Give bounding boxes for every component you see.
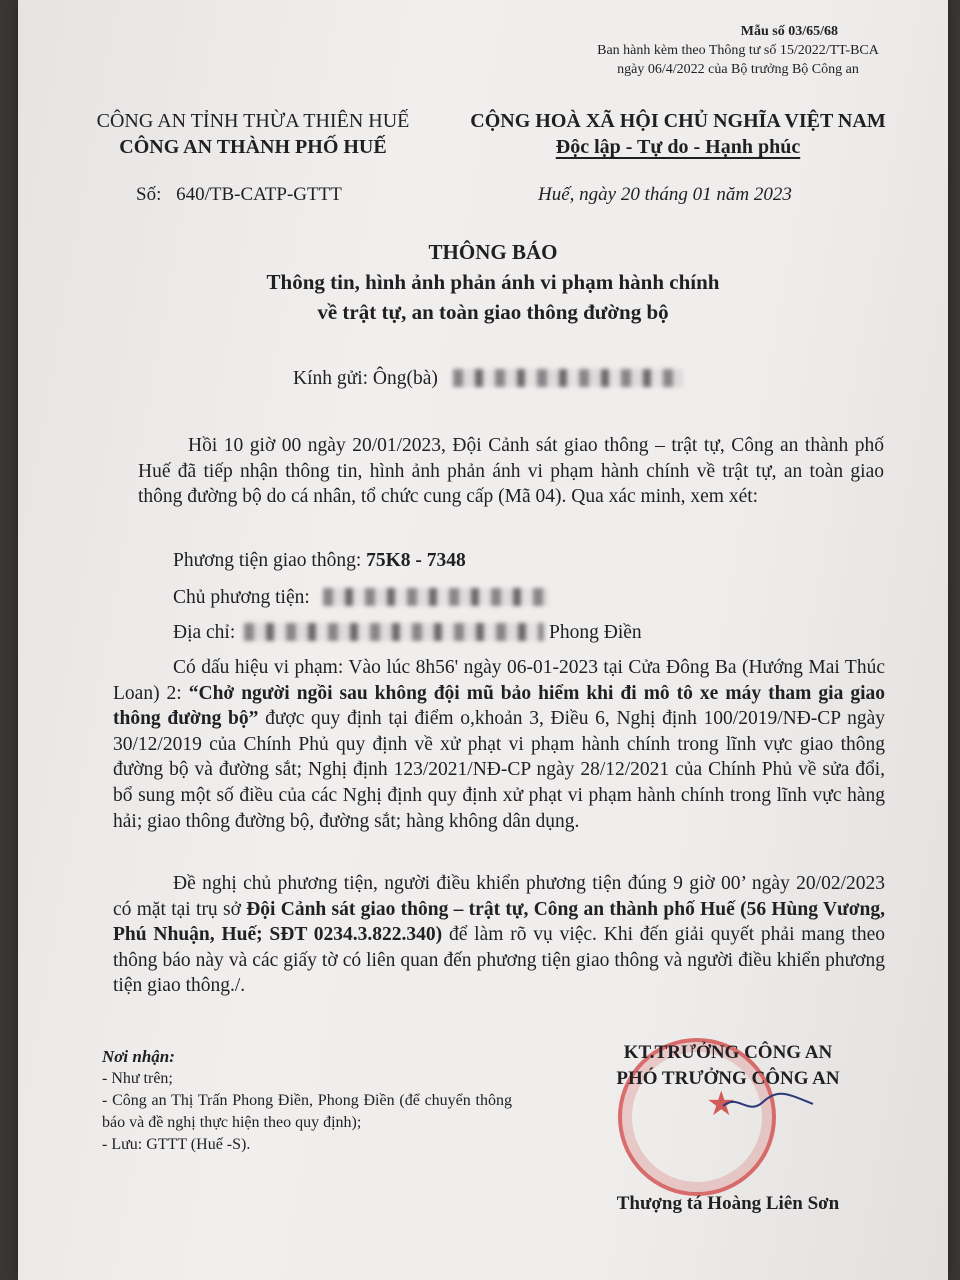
redacted-owner-name (323, 588, 548, 606)
nation-motto: Độc lập - Tự do - Hạnh phúc (555, 136, 801, 158)
vehicle-label: Phương tiện giao thông: (173, 550, 362, 571)
request-paragraph (113, 871, 885, 999)
title-sub1: Thông tin, hình ảnh phản ánh vi phạm hành chính (266, 270, 720, 294)
agency-name: CÔNG AN THÀNH PHỐ HUẾ (119, 136, 387, 158)
signature-block (578, 1040, 878, 1092)
title-sub2: về trật tự, an toàn giao thông đường bộ (317, 300, 669, 324)
owner-line (173, 585, 548, 611)
signer-name: Thượng tá Hoàng Liên Sơn (616, 1193, 840, 1214)
violation-intro: Có dấu hiệu vi phạm: Vào lúc 8h56' ngày 06-01-2023 tại Cửa Đông Ba (Hướng Mai Thúc Loan) 2: (113, 657, 885, 704)
request-office: Đội Cảnh sát giao thông – trật tự, Công an thành phố Huế (56 Hùng Vương, Phú Nhuận, Huế; SĐT 0234.3.822.340) (113, 898, 885, 946)
document-title (168, 237, 818, 327)
redacted-recipient-name (453, 369, 683, 387)
stamp-star-icon: ★ (706, 1086, 737, 1123)
owner-label: Chủ phương tiện: (173, 587, 310, 608)
vehicle-plate: 75K8 - 7348 (366, 550, 466, 571)
signature-line2: PHÓ TRƯỞNG CÔNG AN (616, 1068, 840, 1089)
document-number-line (136, 184, 342, 206)
address-visible: Phong Điền (549, 622, 642, 643)
receiver-item: - Như trên; (102, 1070, 173, 1087)
violation-paragraph (113, 655, 885, 834)
form-code: Mẫu số 03/65/68 (740, 24, 838, 39)
form-ref-line1: Ban hành kèm theo Thông tư số 15/2022/TT-BCA (597, 43, 879, 58)
intro-paragraph: Hồi 10 giờ 00 ngày 20/01/2023, Đội Cảnh sát giao thông – trật tự, Công an thành phố Huế đã tiếp nhận thông tin, hình ảnh phản ánh vi phạm hành chính về trật tự, an toàn giao thông đường bộ do cá nhân, tổ chức cung cấp (Mã 04). Qua xác minh, xem xét: (138, 435, 884, 508)
recipient-label: Kính gửi: Ông(bà) (293, 368, 438, 389)
vehicle-line (173, 548, 466, 574)
form-reference (578, 22, 898, 79)
address-label: Địa chỉ: (173, 622, 236, 643)
place-date: Huế, ngày 20 tháng 01 năm 2023 (538, 184, 792, 205)
request-rest: để làm rõ vụ việc. Khi đến giải quyết phải mang theo thông báo này và các giấy tờ có liên quan đến phương tiện giao thông và người điều khiển phương tiện giao thông./. (113, 924, 885, 997)
receiver-item: - Công an Thị Trấn Phong Điền, Phong Điền (để chuyển thông báo và đề nghị thực hiện theo quy định); (102, 1092, 512, 1131)
agency-header (58, 108, 448, 160)
handwritten-signature-icon (718, 1088, 818, 1118)
receiver-item: - Lưu: GTTT (Huế -S). (102, 1136, 251, 1153)
form-ref-line2: ngày 06/4/2022 của Bộ trưởng Bộ Công an (617, 62, 859, 77)
title-main: THÔNG BÁO (428, 240, 558, 264)
document-number: 640/TB-CATP-GTTT (176, 184, 342, 205)
violation-legal-basis: được quy định tại điểm o,khoản 3, Điều 6, Nghị định 100/2019/NĐ-CP ngày 30/12/2019 của Chính Phủ quy định về xử phạt vi phạm hành chính trong lĩnh vực giao thông đường bộ và đường sắt; Nghị định 123/2021/NĐ-CP ngày 28/12/2021 của Chính Phủ về sửa đổi, bổ sung một số điều của các Nghị định quy định xử phạt vi phạm hành chính trong lĩnh vực hàng hải; giao thông đường bộ, đường sắt; hàng không dân dụng. (113, 708, 885, 832)
request-intro: Đề nghị chủ phương tiện, người điều khiển phương tiện đúng 9 giờ 00’ ngày 20/02/2023 có mặt tại trụ sở (113, 873, 885, 920)
violation-description: “Chở người ngồi sau không đội mũ bảo hiểm khi đi mô tô xe máy tham gia giao thông đường bộ” (113, 682, 885, 730)
agency-parent: CÔNG AN TỈNH THỪA THIÊN HUẾ (96, 110, 410, 132)
document-number-label: Số: (136, 184, 162, 205)
receivers-heading: Nơi nhận: (102, 1047, 175, 1066)
redacted-address (244, 623, 544, 641)
receivers-block (102, 1046, 512, 1156)
document-page (18, 0, 948, 1280)
nation-name: CỘNG HOÀ XÃ HỘI CHỦ NGHĨA VIỆT NAM (470, 110, 886, 132)
signature-line1: KT.TRƯỞNG CÔNG AN (623, 1042, 833, 1063)
recipient-line (293, 366, 683, 392)
nation-header (448, 108, 908, 160)
address-line (173, 620, 642, 646)
